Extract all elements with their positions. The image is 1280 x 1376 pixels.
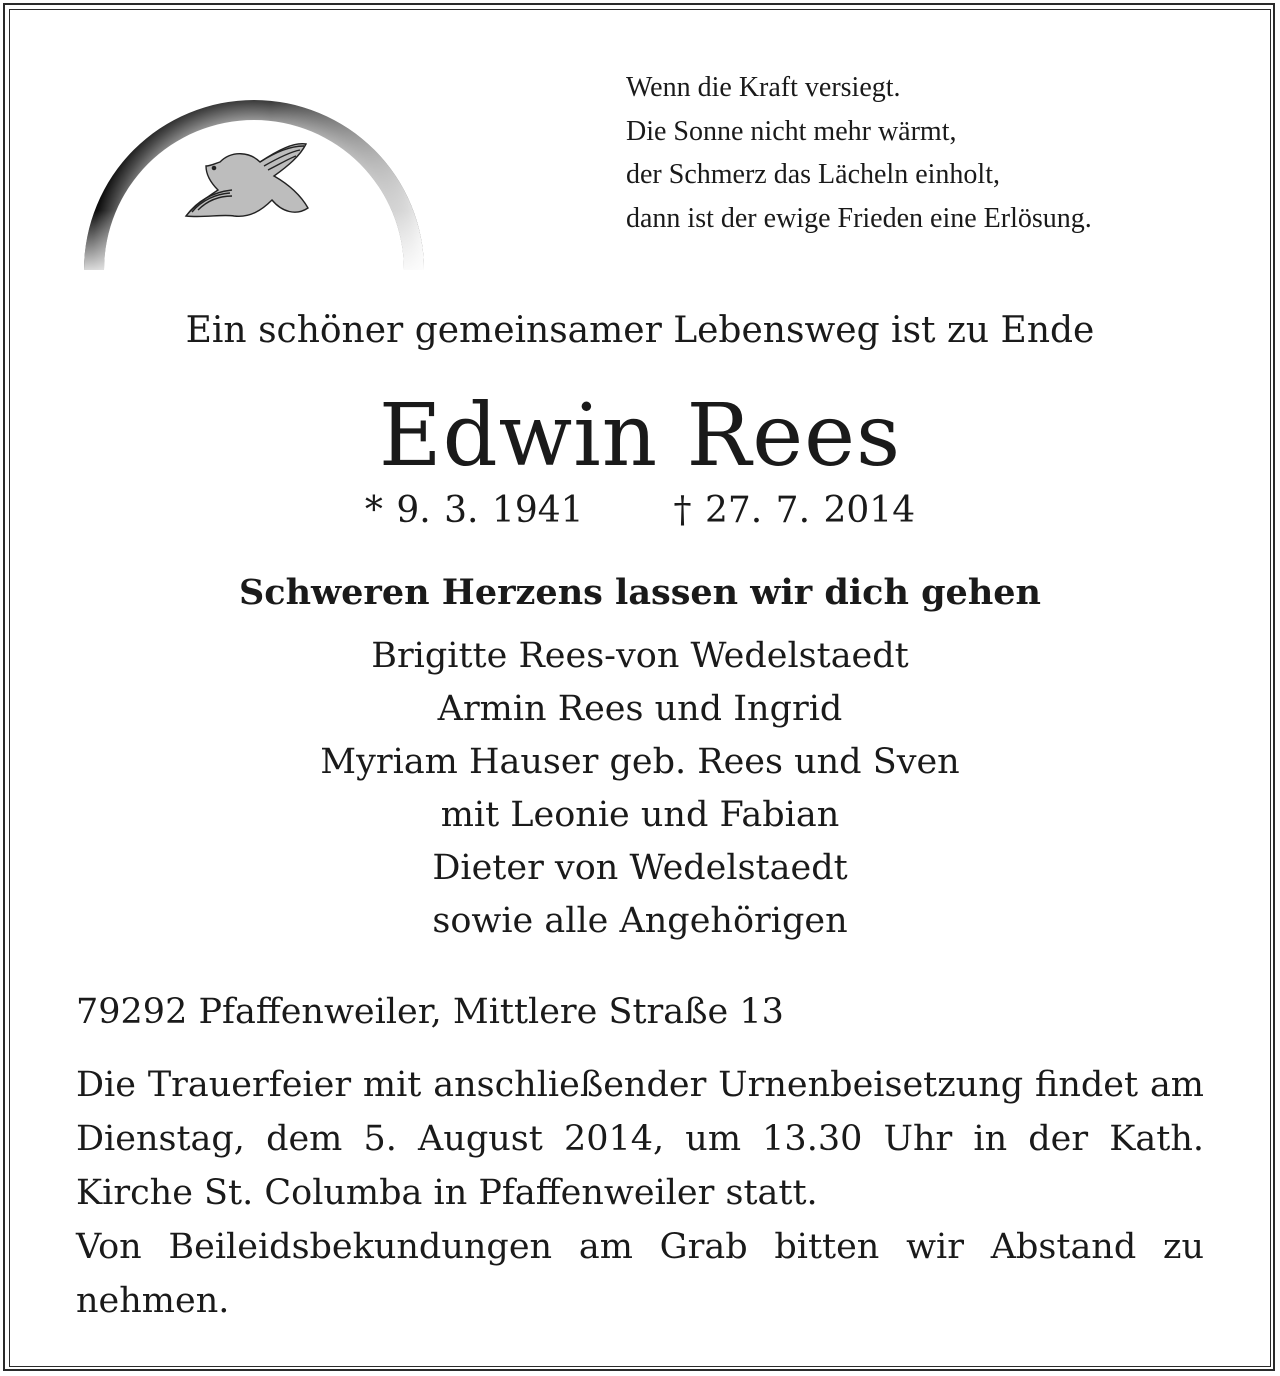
mourners-list <box>0 630 1280 948</box>
address: 79292 Pfaffenweiler, Mittlere Straße 13 <box>76 992 784 1032</box>
mourner-name: sowie alle Angehörigen <box>432 901 848 941</box>
condolence-note: Von Beileidsbekundungen am Grab bitten wir Abstand zu nehmen. <box>76 1227 1204 1321</box>
poem-line: Die Sonne nicht mehr wärmt, <box>626 115 957 147</box>
death-date: † 27. 7. 2014 <box>673 490 916 531</box>
poem-line: der Schmerz das Lächeln einholt, <box>626 159 1000 190</box>
tagline: Ein schöner gemeinsamer Lebensweg ist zu Ende <box>185 310 1095 351</box>
rainbow-dove-icon <box>82 70 424 270</box>
funeral-details <box>76 1058 1204 1328</box>
mourner-name: Brigitte Rees-von Wedelstaedt <box>371 636 909 676</box>
birth-date: * 9. 3. 1941 <box>364 490 584 531</box>
mourners-heading: Schweren Herzens lassen wir dich gehen <box>239 572 1041 613</box>
poem <box>626 66 1246 240</box>
life-dates <box>0 490 1280 531</box>
dove-icon <box>186 144 308 217</box>
mourner-name: Dieter von Wedelstaedt <box>432 848 848 888</box>
funeral-paragraph: Die Trauerfeier mit anschließender Urnenbeisetzung findet am Dienstag, dem 5. August 2014, um 13.30 Uhr in der Kath. Kirche St. Columba in Pfaffenweiler statt. <box>76 1065 1204 1213</box>
poem-line: dann ist der ewige Frieden eine Erlösung. <box>626 202 1092 234</box>
mourner-name: mit Leonie und Fabian <box>440 795 840 835</box>
deceased-name: Edwin Rees <box>378 386 902 486</box>
mourner-name: Armin Rees und Ingrid <box>437 689 843 729</box>
mourner-name: Myriam Hauser geb. Rees und Sven <box>320 742 960 782</box>
poem-line: Wenn die Kraft versiegt. <box>626 72 901 103</box>
